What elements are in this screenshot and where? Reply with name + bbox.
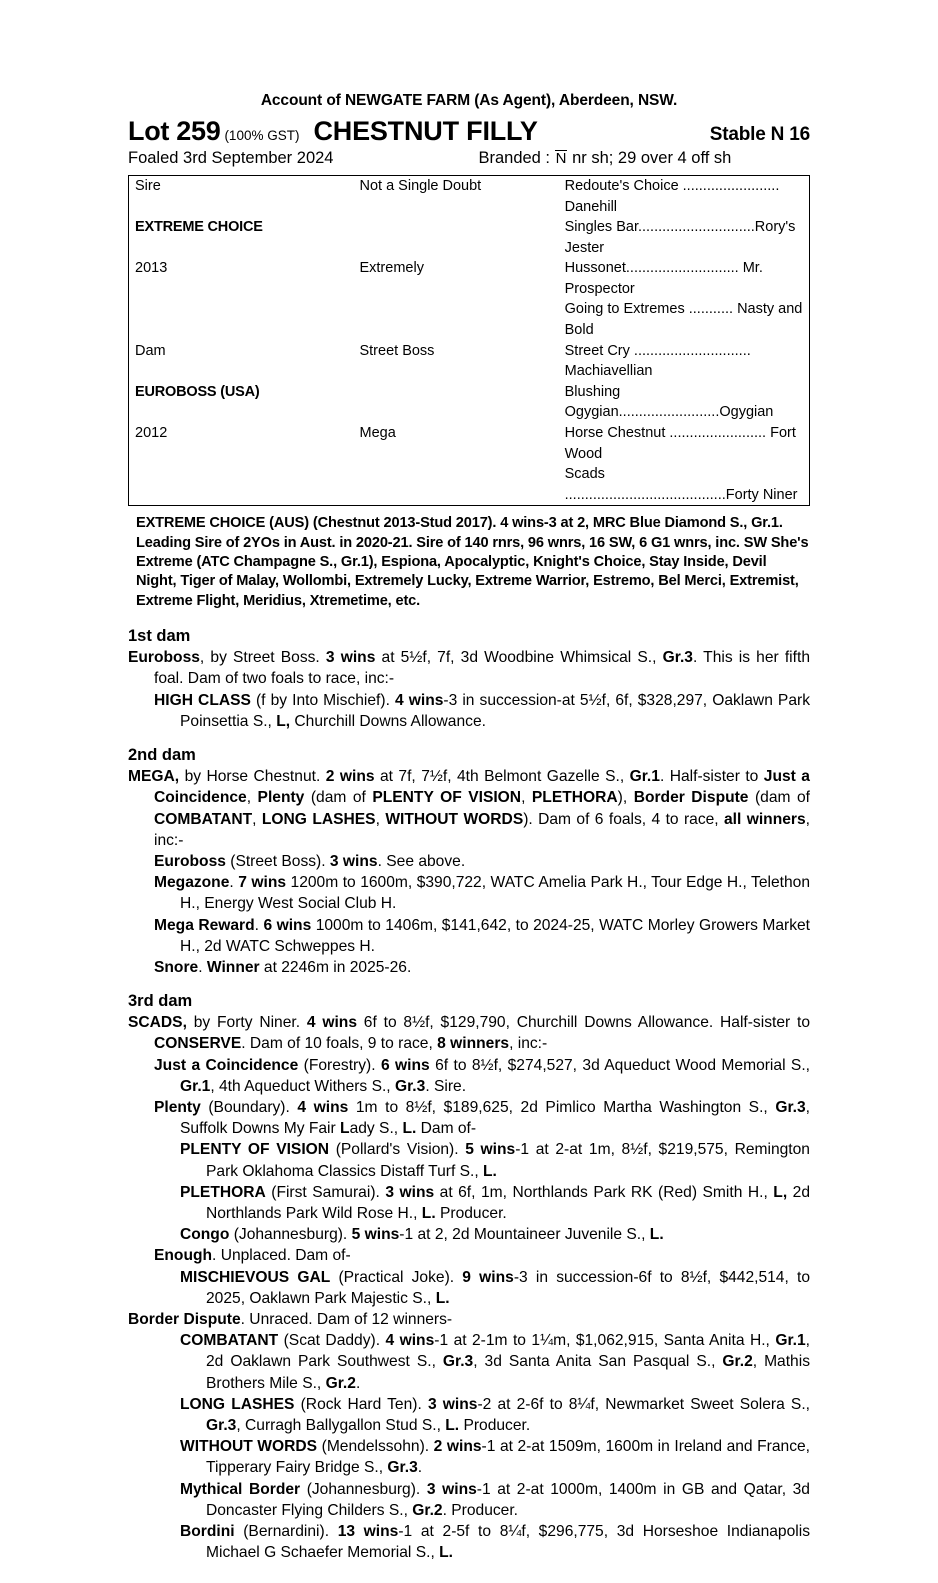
grandparent: Hussonet............................ Mr. Prospector <box>564 260 763 297</box>
brand-mark: N <box>555 150 567 167</box>
lot-title-row <box>128 116 810 147</box>
pedigree-row <box>129 423 810 464</box>
third-dam-line: Plenty (Boundary). 4 wins 1m to 8½f, $189,625, 2d Pimlico Martha Washington S., Gr.3, Suffolk Downs My Fair Lady S., L. Dam of- <box>154 1098 811 1138</box>
grandparent: Singles Bar.............................Rory's Jester <box>564 219 796 256</box>
pedigree-row <box>129 176 810 218</box>
third-dam-line: PLENTY OF VISION (Pollard's Vision). 5 wins-1 at 2-at 1m, 8½f, $219,575, Remington Park Oklahoma Classics Distaff Turf S., L. <box>180 1141 810 1180</box>
pedigree-row <box>129 299 810 340</box>
first-dam-heading: 1st dam <box>128 627 191 646</box>
dam-sire: Street Boss <box>359 342 435 359</box>
third-dam-line: Congo (Johannesburg). 5 wins-1 at 2, 2d Mountaineer Juvenile S., L. <box>180 1226 664 1244</box>
pedigree-row <box>129 464 810 506</box>
pedigree-row <box>129 382 810 423</box>
second-dam-line: Mega Reward. 6 wins 1000m to 1406m, $141,642, to 2024-25, WATC Morley Growers Market H., 2d WATC Schweppes H. <box>154 916 810 955</box>
account-line: Account of NEWGATE FARM (As Agent), Aberdeen, NSW. <box>260 92 678 109</box>
pedigree-table <box>128 175 810 506</box>
grandparent: Scads ........................................Forty Niner <box>564 466 798 503</box>
third-dam-heading: 3rd dam <box>128 992 193 1011</box>
branded-label: Branded : <box>478 149 551 167</box>
spacer-cell <box>353 299 558 340</box>
sire-year: 2013 <box>135 260 168 277</box>
dam-dam: Mega <box>359 424 396 441</box>
grandparent: Blushing Ogygian.........................Ogygian <box>564 383 774 421</box>
foaled-branded-row <box>128 149 810 168</box>
sire-blurb: EXTREME CHOICE (AUS) (Chestnut 2013-Stud 2017). 4 wins-3 at 2, MRC Blue Diamond S., Gr.1. Leading Sire of 2YOs in Aust. in 2020-21. Sire of 140 rnrs, 96 wnrs, 16 SW, 6 G1 wnrs, inc. SW She's Extreme (ATC Champagne S., Gr.1), Espiona, Apocalyptic, Knight's Choice, Stay Inside, Devil Night, Tiger of Malay, Wollombi, Extremely Lucky, Extreme Warrior, Estremo, Bel Merci, Extremist, Extreme Flight, Meridius, Xtremetime, etc. <box>136 515 809 609</box>
third-dam-line: Enough. Unplaced. Dam of- <box>154 1247 351 1265</box>
branded-info <box>478 149 731 168</box>
stable-number: Stable N 16 <box>709 124 810 145</box>
third-dam-line: COMBATANT (Scat Daddy). 4 wins-1 at 2-1m to 1¼m, $1,062,915, Santa Anita H., Gr.1, 2d Oaklawn Park Southwest S., Gr.3, 3d Santa Anita San Pasqual S., Gr.2, Mathis Brothers Mile S., Gr.2. <box>180 1332 811 1392</box>
second-dam-line: Snore. Winner at 2246m in 2025-26. <box>154 958 412 976</box>
pedigree-row <box>129 341 810 382</box>
grandparent: Street Cry ............................. Machiavellian <box>564 342 751 380</box>
sire-sire: Not a Single Doubt <box>359 178 482 194</box>
spacer-cell <box>129 464 354 506</box>
grandparent: Going to Extremes ........... Nasty and Bold <box>564 301 803 339</box>
lot-number: Lot 259 <box>128 116 221 146</box>
second-dam-line: Megazone. 7 wins 1200m to 1600m, $390,722, WATC Amelia Park H., Tour Edge H., Telethon H., Energy West Social Club H. <box>154 874 810 913</box>
third-dam-line: Mythical Border (Johannesburg). 3 wins-1 at 2-at 1000m, 1400m in GB and Qatar, 3d Doncaster Flying Childers S., Gr.2. Producer. <box>180 1480 810 1519</box>
third-dam-line: Just a Coincidence (Forestry). 6 wins 6f to 8½f, $274,527, 3d Aqueduct Wood Memorial S., Gr.1, 4th Aqueduct Withers S., Gr.3. Sire. <box>154 1056 810 1095</box>
third-dam-line: SCADS, by Forty Niner. 4 wins 6f to 8½f, $129,790, Churchill Downs Allowance. Half-sister to CONSERVE. Dam of 10 foals, 9 to race, 8 winners, inc:- <box>128 1014 810 1053</box>
dam-sire-blank <box>353 382 558 423</box>
sire-name: EXTREME CHOICE <box>135 219 263 236</box>
spacer-cell <box>129 299 354 340</box>
grandparent: Redoute's Choice ........................ Danehill <box>564 178 780 215</box>
third-dam-line: Bordini (Bernardini). 13 wins-1 at 2-5f to 8¼f, $296,775, 3d Horseshoe Indianapolis Michael G Schaefer Memorial S., L. <box>180 1523 810 1562</box>
sire-sire-blank <box>353 217 558 258</box>
second-dam-line: Euroboss (Street Boss). 3 wins. See above. <box>154 852 466 870</box>
third-dam-line: LONG LASHES (Rock Hard Ten). 3 wins-2 at 2-6f to 8¼f, Newmarket Sweet Solera S., Gr.3, Curragh Ballygallon Stud S., L. Producer. <box>180 1395 811 1434</box>
dam-label: Dam <box>135 342 166 359</box>
second-dam-line: MEGA, by Horse Chestnut. 2 wins at 7f, 7½f, 4th Belmont Gazelle S., Gr.1. Half-sister to Just a Coincidence, Plenty (dam of PLENTY OF VISION, PLETHORA), Border Dispute (dam of COMBATANT, LONG LASHES, WITHOUT WORDS). Dam of 6 foals, 4 to race, all winners, inc:- <box>128 768 810 849</box>
first-dam-line: Euroboss, by Street Boss. 3 wins at 5½f, 7f, 3d Woodbine Whimsical S., Gr.3. This is her fifth foal. Dam of two foals to race, inc:- <box>128 649 810 688</box>
third-dam-line: PLETHORA (First Samurai). 3 wins at 6f, 1m, Northlands Park RK (Red) Smith H., L, 2d Northlands Park Wild Rose H., L. Producer. <box>180 1183 810 1222</box>
pedigree-row <box>129 258 810 299</box>
dam-name: EUROBOSS (USA) <box>135 383 260 400</box>
first-dam-line: HIGH CLASS (f by Into Mischief). 4 wins-3 in succession-at 5½f, 6f, $328,297, Oaklawn Park Poinsettia S., L, Churchill Downs Allowance. <box>154 691 810 730</box>
branded-detail: nr sh; 29 over 4 off sh <box>572 149 732 167</box>
third-dam-line: Border Dispute. Unraced. Dam of 12 winners- <box>128 1310 453 1328</box>
gst-note: (100% GST) <box>224 128 300 143</box>
dam-year: 2012 <box>135 424 168 441</box>
spacer-cell <box>353 464 558 506</box>
grandparent: Horse Chestnut ........................ Fort Wood <box>564 424 796 462</box>
sire-dam: Extremely <box>359 260 424 277</box>
second-dam-heading: 2nd dam <box>128 746 196 765</box>
foaled-date: Foaled 3rd September 2024 <box>128 149 334 167</box>
third-dam-line: MISCHIEVOUS GAL (Practical Joke). 9 wins-3 in succession-6f to 8½f, $442,514, to 2025, Oaklawn Park Majestic S., L. <box>180 1268 811 1307</box>
third-dam-line: WITHOUT WORDS (Mendelssohn). 2 wins-1 at 2-at 1509m, 1600m in Ireland and France, Tipperary Fairy Bridge S., Gr.3. <box>180 1438 811 1477</box>
pedigree-row <box>129 217 810 258</box>
sire-label: Sire <box>135 178 161 194</box>
colour-sex: CHESTNUT FILLY <box>313 116 538 146</box>
